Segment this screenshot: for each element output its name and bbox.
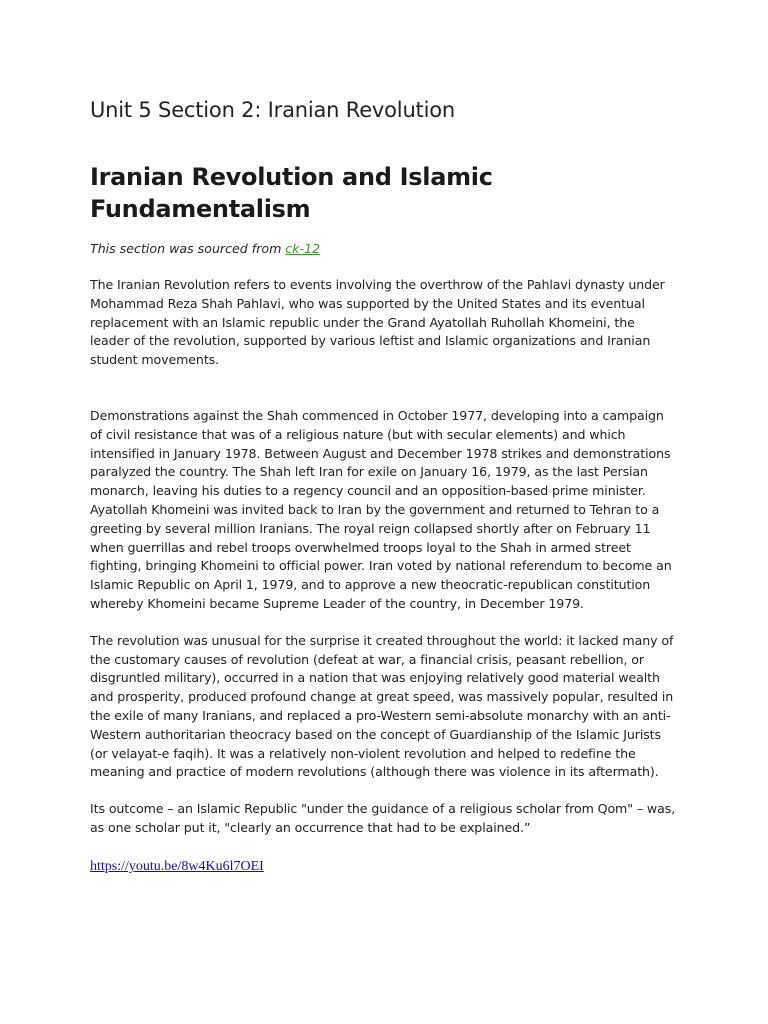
source-attribution bbox=[90, 239, 676, 258]
source-prefix: This section was sourced from bbox=[90, 241, 282, 256]
paragraph-demonstrations: Demonstrations against the Shah commenced in October 1977, developing into a campaign of civil resistance that was of a religious nature (but with secular elements) and which intensified in January 1978. Between August and December 1978 strikes and demonstrations paralyzed the country. The Shah left Iran for exile on January 16, 1979, as the last Persian monarch, leaving his duties to a regency council and an opposition-based prime minister. Ayatollah Khomeini was invited back to Iran by the government and returned to Tehran to a greeting by several million Iranians. The royal reign collapsed shortly after on February 11 when guerrillas and rebel troops overwhelmed troops loyal to the Shah in armed street fighting, bringing Khomeini to official power. Iran voted by national referendum to become an Islamic Republic on April 1, 1979, and to approve a new theocratic-republican constitution whereby Khomeini became Supreme Leader of the country, in December 1979. bbox=[90, 407, 672, 611]
paragraph-outcome: Its outcome – an Islamic Republic "under the guidance of a religious scholar from Qom" – was, as one scholar put it, "clearly an occurrence that had to be explained.” bbox=[90, 801, 676, 835]
unit-heading: Unit 5 Section 2: Iranian Revolution bbox=[90, 98, 455, 122]
paragraph-unusual-revolution: The revolution was unusual for the surprise it created throughout the world: it lacked many of the customary causes of revolution (defeat at war, a financial crisis, peasant rebellion, or disgruntled military), occurred in a nation that was enjoying relatively good material wealth and prosperity, produced profound change at great speed, was massively popular, resulted in the exile of many Iranians, and replaced a pro-Western semi-absolute monarchy with an anti-Western authoritarian theocracy based on the concept of Guardianship of the Islamic Jurists (or velayat-e faqih). It was a relatively non-violent revolution and helped to redefine the meaning and practice of modern revolutions (although there was violence in its aftermath). bbox=[90, 632, 674, 780]
document-page bbox=[90, 95, 676, 877]
video-link[interactable]: https://youtu.be/8w4Ku6l7OEI bbox=[90, 858, 264, 874]
page-title: Iranian Revolution and Islamic Fundamentalism bbox=[90, 163, 493, 223]
source-link[interactable]: ck-12 bbox=[285, 241, 321, 256]
paragraph-intro: The Iranian Revolution refers to events involving the overthrow of the Pahlavi dynasty under Mohammad Reza Shah Pahlavi, who was supported by the United States and its eventual replacement with an Islamic republic under the Grand Ayatollah Ruhollah Khomeini, the leader of the revolution, supported by various leftist and Islamic organizations and Iranian student movements. bbox=[90, 277, 665, 368]
